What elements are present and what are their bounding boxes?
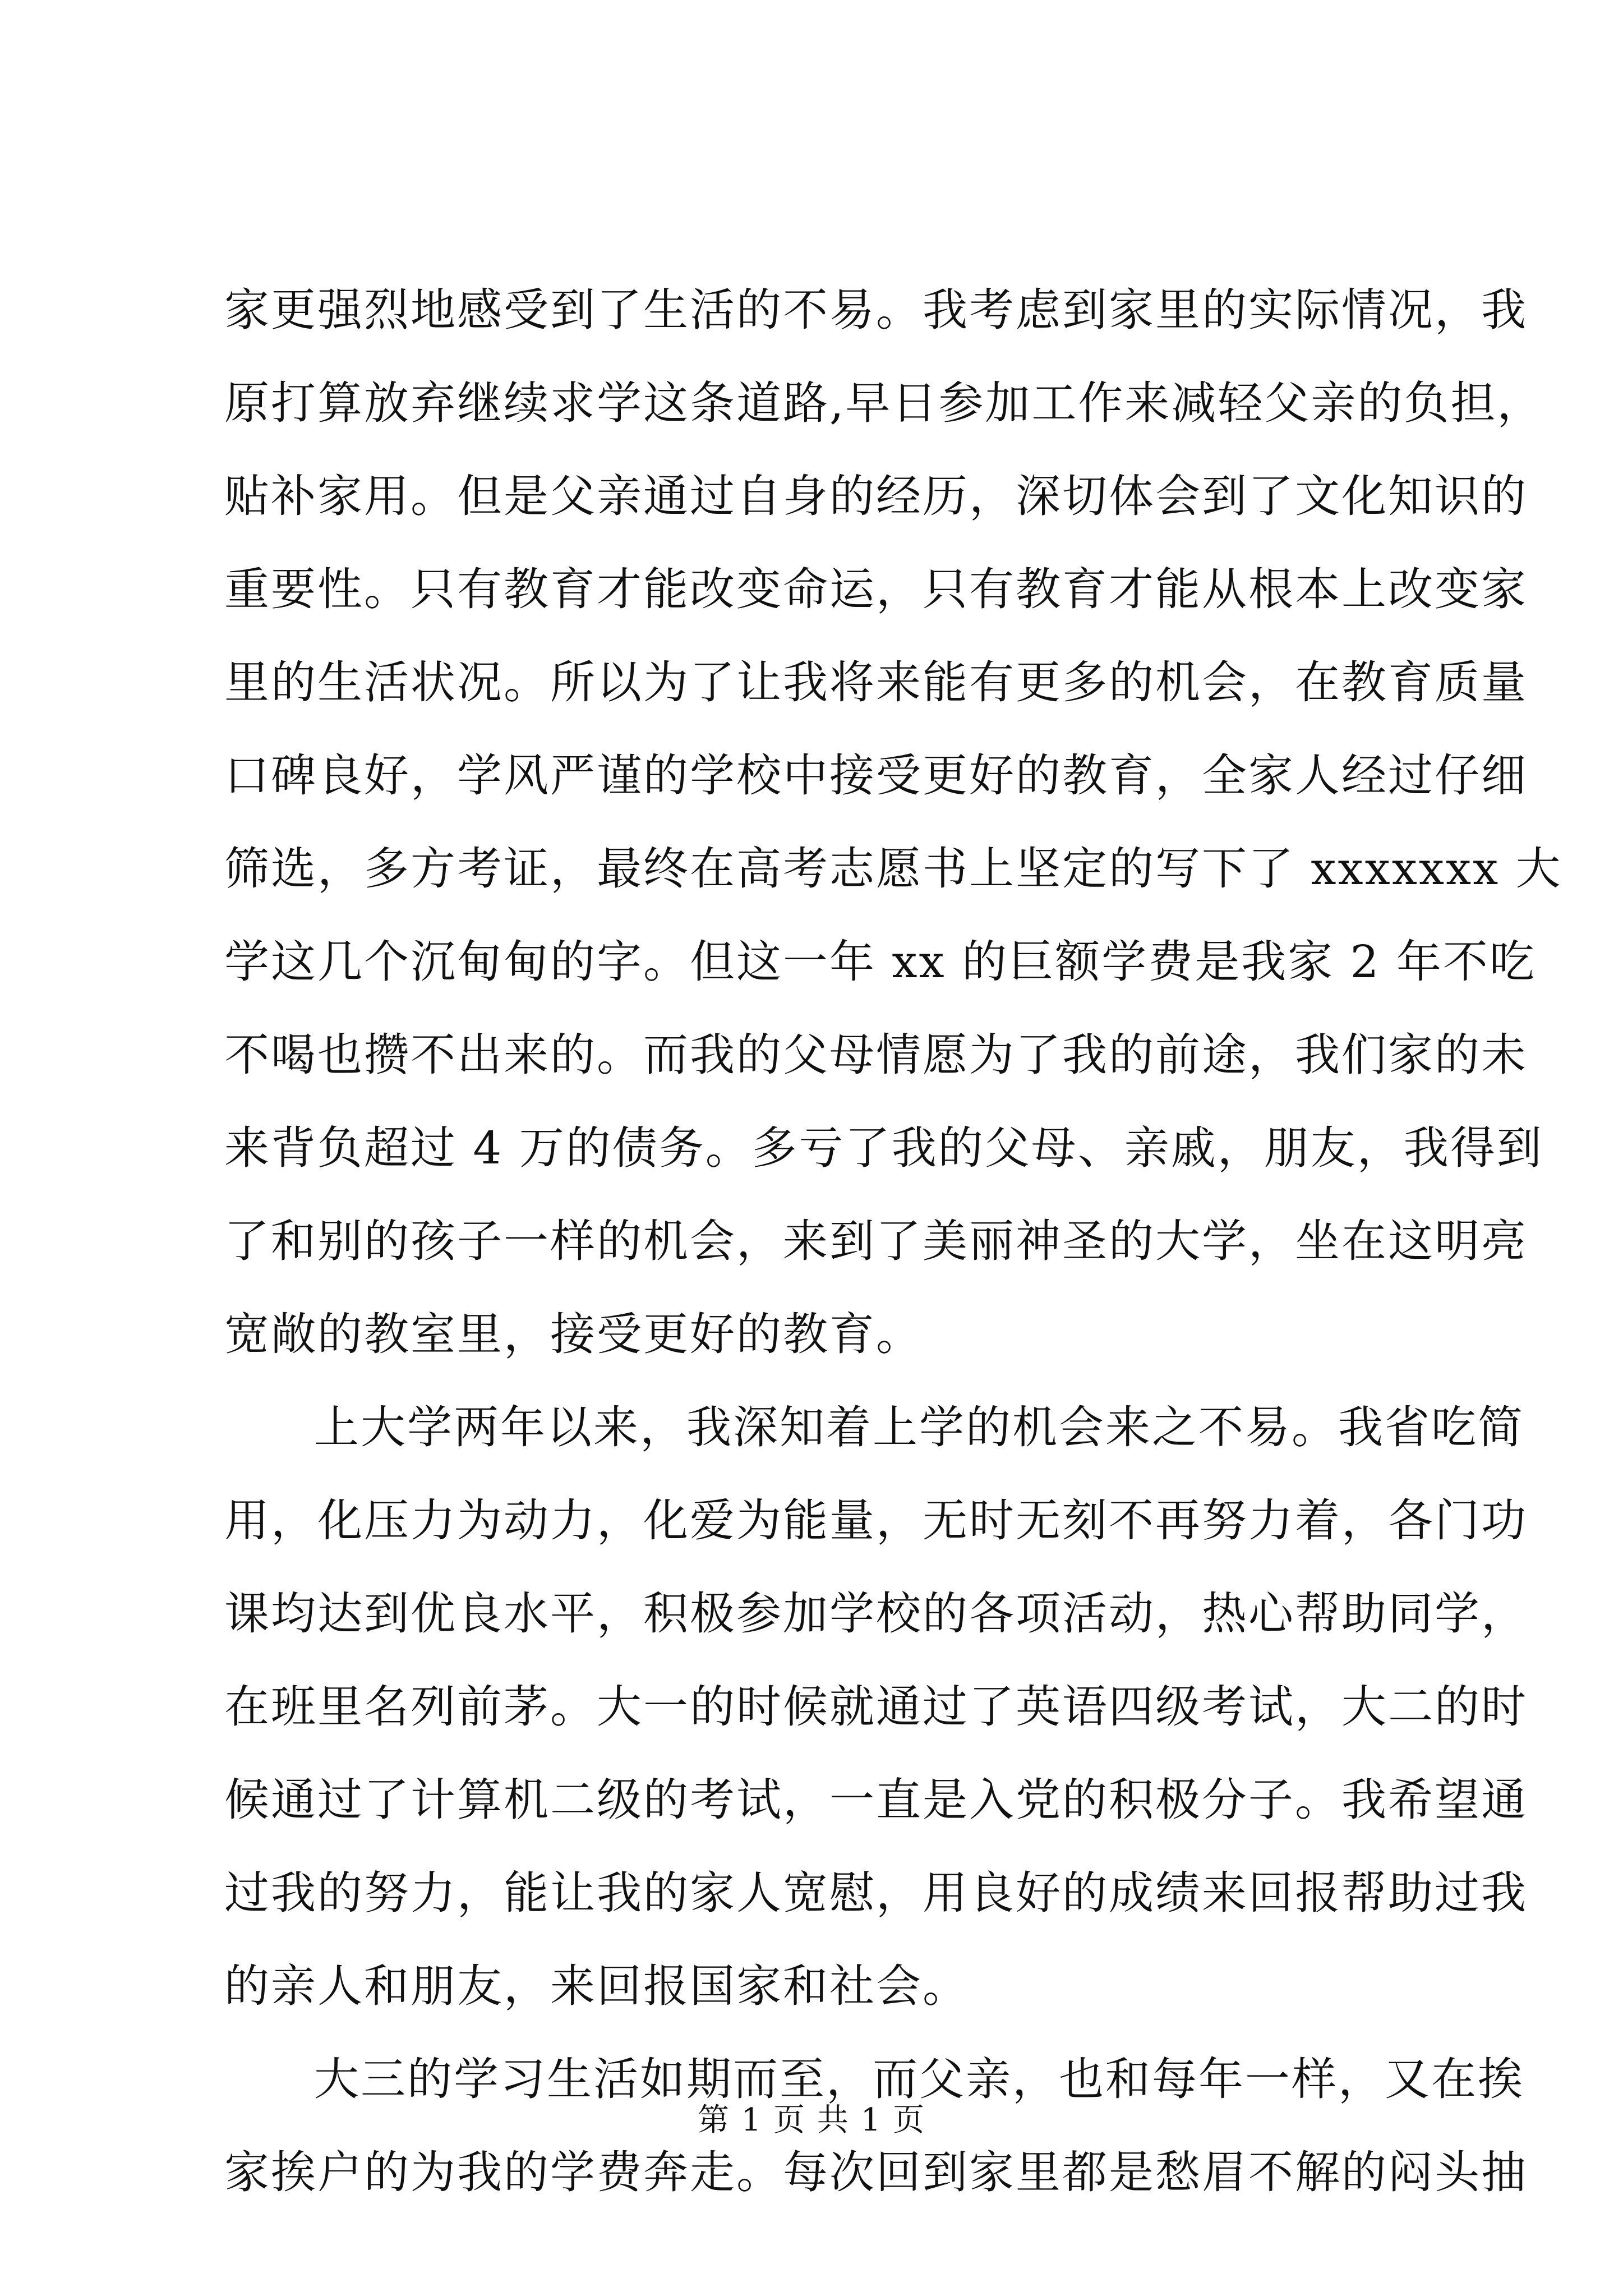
text-line: 在班里名列前茅。大一的时候就通过了英语四级考试，大二的时 bbox=[224, 1681, 1528, 1733]
page-footer: 第 1 页 共 1 页 bbox=[697, 2102, 926, 2138]
text-line: 原打算放弃继续求学这条道路,早日参加工作来减轻父亲的负担， bbox=[224, 377, 1544, 429]
text-line: 候通过了计算机二级的考试，一直是入党的积极分子。我希望通 bbox=[224, 1774, 1528, 1826]
text-line: 家挨户的为我的学费奔走。每次回到家里都是愁眉不解的闷头抽 bbox=[224, 2146, 1528, 2198]
paragraph-start-line: 上大学两年以来，我深知着上学的机会来之不易。我省吃简 bbox=[314, 1401, 1524, 1453]
text-line: 筛选，多方考证，最终在高考志愿书上坚定的写下了 xxxxxxx 大 bbox=[224, 843, 1562, 895]
text-line: 用，化压力为动力，化爱为能量，无时无刻不再努力着，各门功 bbox=[224, 1494, 1528, 1547]
text-line: 了和别的孩子一样的机会，来到了美丽神圣的大学，坐在这明亮 bbox=[224, 1215, 1528, 1267]
text-line: 贴补家用。但是父亲通过自身的经历，深切体会到了文化知识的 bbox=[224, 470, 1528, 522]
text-line: 来背负超过 4 万的债务。多亏了我的父母、亲戚，朋友，我得到 bbox=[224, 1122, 1543, 1174]
paragraph-start-line: 大三的学习生活如期而至，而父亲，也和每年一样，又在挨 bbox=[314, 2053, 1524, 2105]
text-line: 宽敞的教室里，接受更好的教育。 bbox=[224, 1308, 923, 1360]
document-body bbox=[224, 264, 1562, 2219]
text-line: 不喝也攒不出来的。而我的父母情愿为了我的前途，我们家的未 bbox=[224, 1029, 1528, 1081]
text-line: 过我的努力，能让我的家人宽慰，用良好的成绩来回报帮助过我 bbox=[224, 1867, 1528, 1919]
text-line: 的亲人和朋友，来回报国家和社会。 bbox=[224, 1960, 969, 2012]
text-line: 家更强烈地感受到了生活的不易。我考虑到家里的实际情况，我 bbox=[224, 284, 1528, 336]
text-line: 口碑良好，学风严谨的学校中接受更好的教育，全家人经过仔细 bbox=[224, 749, 1528, 802]
text-line: 学这几个沉甸甸的字。但这一年 xx 的巨额学费是我家 2 年不吃 bbox=[224, 936, 1536, 988]
text-line: 重要性。只有教育才能改变命运，只有教育才能从根本上改变家 bbox=[224, 563, 1528, 615]
text-line: 课均达到优良水平，积极参加学校的各项活动，热心帮助同学， bbox=[224, 1588, 1528, 1640]
text-line: 里的生活状况。所以为了让我将来能有更多的机会，在教育质量 bbox=[224, 656, 1528, 708]
